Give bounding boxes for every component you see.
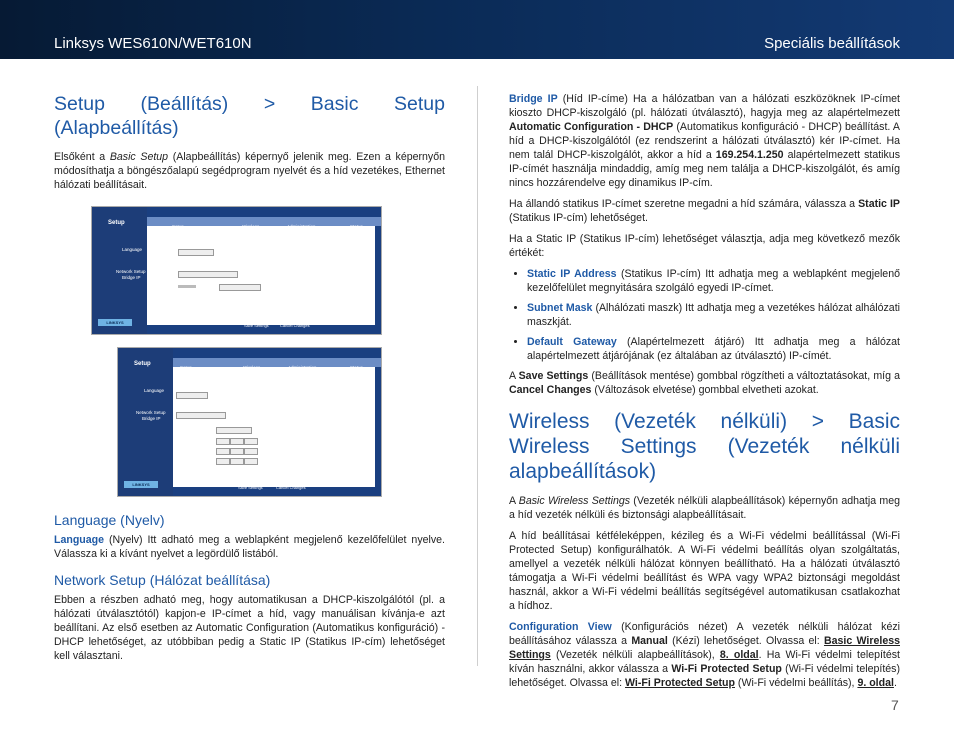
screenshot-basic-setup-static [117, 347, 382, 497]
screenshot-tab-administration: Administration [288, 365, 317, 370]
save-bold: Save Settings [518, 370, 589, 382]
screenshot-right-bar [375, 367, 381, 487]
screenshot-side-language: Language [122, 247, 143, 252]
field-list [509, 267, 900, 363]
screenshot-side-network: Network Setup [136, 410, 166, 415]
screenshot-save-button: Save Settings [238, 485, 263, 490]
screenshot-logo: LINKSYS [124, 481, 158, 488]
header-bar [0, 0, 954, 59]
bridge-text-1: (Híd IP-címe) Ha a hálózatban van a hálózati eszközöknek IP-címet kioszto DHCP-kiszolgáló (pl. hálózati útválasztó), hagyja meg az alapértelmezett [509, 93, 900, 119]
intro-paragraph [54, 150, 445, 192]
left-column [54, 92, 445, 670]
static-bold: Static IP [858, 198, 900, 210]
bridge-bold-1: Automatic Configuration - DHCP [509, 121, 674, 133]
config-text-c: (Kézi) lehetőséget. Olvassa el: [667, 635, 824, 647]
screenshot-title: Setup [108, 220, 125, 226]
bullet-keyword: Static IP Address [527, 268, 617, 280]
w1-text-c: (Vezeték nélküli alapbeállítások) képernyőn adhatja meg a híd vezeték nélküli és biztonsági alapbeállításait. [509, 495, 900, 521]
save-text-a: A [509, 370, 519, 382]
right-column [509, 92, 900, 697]
screenshot-header [173, 348, 381, 358]
screenshot-tab-status: Status [350, 365, 363, 370]
bridge-paragraph [509, 92, 900, 190]
screenshot-field [216, 427, 252, 434]
screenshot-title: Setup [134, 361, 151, 367]
screenshot-right-bar [375, 226, 381, 325]
config-text-e: . Ha Wi-Fi védelmi telepítést kíván használni, akkor válassza a [509, 649, 900, 675]
screenshot-field [244, 458, 258, 465]
screenshot-cancel-button: Cancel Changes [276, 485, 306, 490]
save-text-c: (Beállítások mentése) gombbal rögzítheti a változtatásokat, míg a [588, 370, 900, 382]
save-text-e: (Változások elvetése) gombbal elvetheti azokat. [591, 384, 819, 396]
screenshot-side-bridge: Bridge IP [122, 275, 141, 280]
intro-italic: Basic Setup [109, 151, 169, 163]
static-paragraph-1 [509, 197, 900, 225]
basic-wireless-link[interactable]: Basic Wireless Settings [509, 635, 900, 661]
screenshot-cancel-button: Cancel Changes [280, 323, 310, 328]
screenshot-field [244, 438, 258, 445]
column-divider [477, 86, 478, 666]
wps-bold: Wi-Fi Protected Setup [671, 663, 782, 675]
language-heading: Language (Nyelv) [54, 512, 165, 528]
screenshot-basic-setup-dhcp [91, 206, 382, 335]
config-keyword: Configuration View [509, 621, 612, 633]
screenshot-field [176, 412, 226, 419]
page-number: 7 [891, 697, 899, 713]
screenshot-field [230, 458, 244, 465]
screenshot-side-network: Network Setup [116, 269, 146, 274]
screenshot-tab-wireless: Wireless [242, 224, 260, 229]
wireless-paragraph-1 [509, 494, 900, 522]
screenshot-field [178, 271, 238, 278]
screenshot-field [230, 438, 244, 445]
list-item [527, 301, 900, 329]
screenshot-side-bridge: Bridge IP [142, 416, 161, 421]
cancel-bold: Cancel Changes [509, 384, 592, 396]
section-name: Speciális beállítások [764, 35, 900, 52]
static-text-a: Ha állandó statikus IP-címet szeretne megadni a híd számára, válassza a [509, 198, 859, 210]
screenshot-tab-status: Status [350, 224, 363, 229]
page-title: Setup (Beállítás) > Basic Setup (Alapbeállítás) [54, 93, 445, 139]
screenshot-label [178, 285, 196, 288]
config-text-a: (Konfigurációs nézet) A vezeték nélküli hálózat kézi beállításához válassza a [509, 621, 901, 647]
screenshot-tab-setup: Setup [180, 365, 192, 370]
w1-italic: Basic Wireless Settings [518, 495, 631, 507]
screenshot-field [219, 284, 261, 291]
wireless-title: Wireless (Vezeték nélküli) > Basic Wireless Settings (Vezeték nélküli alapbeállítások) [509, 410, 900, 483]
screenshot-header [147, 207, 381, 217]
wireless-paragraph-2: A híd beállításai kétféleképpen, kézileg és a Wi-Fi védelmi beállítással (Wi-Fi Protected Setup) konfigurálhatók. A Wi-Fi védelmi beállítás olyan szolgáltatás, amellyel a vezeték nélküli hálózat könnyen beállítható. Ha a hálózati útválasztó támogatja a Wi-Fi védelmi beállítást és WPA vagy WPA2 biztonsági megoldást használ, akkor a Wi-Fi védelmi beállítás segítségével automatikusan csatlakozhat a hídhoz. [509, 530, 900, 612]
screenshot-field [216, 448, 230, 455]
screenshot-field [178, 249, 214, 256]
screenshot-field [244, 448, 258, 455]
screenshot-logo: LINKSYS [98, 319, 132, 326]
bullet-text: (Alhálózati maszk) Itt adhatja meg a vezetékes hálózat alhálózati maszkját. [527, 302, 901, 328]
intro-text: Elsőként a [54, 151, 110, 163]
screenshot-tab-wireless: Wireless [243, 365, 261, 370]
bullet-keyword: Default Gateway [527, 336, 617, 348]
intro-text-2: (Alapbeállítás) képernyő jelenik meg. Ezen a képernyőn módosíthatja a böngészőalapú segédprogram nyelvét és a híd vezetékes, Ethernet hálózati beállításait. [54, 151, 445, 191]
list-item [527, 267, 900, 295]
language-paragraph [54, 533, 445, 561]
bullet-keyword: Subnet Mask [527, 302, 593, 314]
manual-bold: Manual [631, 635, 668, 647]
product-name: Linksys WES610N/WET610N [54, 35, 252, 52]
screenshot-save-button: Save Settings [244, 323, 269, 328]
bridge-keyword: Bridge IP [509, 93, 558, 105]
wps-link[interactable]: Wi-Fi Protected Setup [625, 677, 735, 689]
network-paragraph: Ebben a részben adható meg, hogy automatikusan a DHCP-kiszolgálótól (pl. a hálózati útválasztótól) kapjon-e IP-címet a híd, vagy manuálisan kívánja-e azt beállítani. Az első esetben az Automatic Configuration (Automatikus konfiguráció) - DHCP lehetőséget, az utóbbiban pedig a Static IP (Statikus IP-cím) lehetőséget kell választani. [54, 594, 445, 662]
bullet-text: (Alapértelmezett átjáró) Itt adhatja meg a hálózat alapértelmezett átjárójának (ez általában az útválasztó) IP-címét. [527, 336, 900, 362]
static-text-c: (Statikus IP-cím) lehetőséget. [509, 212, 648, 224]
screenshot-side-language: Language [144, 388, 165, 393]
save-paragraph [509, 369, 900, 397]
screenshot-field [216, 458, 230, 465]
config-text-i: . [893, 677, 897, 689]
page-8-link[interactable]: 8. oldal [719, 649, 759, 661]
config-text-h: (Wi-Fi védelmi beállítás), [734, 677, 858, 689]
static-paragraph-2: Ha a Static IP (Statikus IP-cím) lehetőséget választja, adja meg következő mezők értékét: [509, 233, 900, 259]
w1-text-a: A [509, 495, 519, 507]
screenshot-tab-setup: Setup [172, 224, 184, 229]
bridge-text-3: alapértelmezett statikus IP-címét használja mindaddig, amíg meg nem találja a DHCP-kiszolgálót, és amíg nincs hozzárendelve egy dinamikus IP-cím. [509, 149, 900, 189]
network-heading: Network Setup (Hálózat beállítása) [54, 572, 271, 588]
config-text-g: (Wi-Fi védelmi telepítés) lehetőséget. Olvassa el: [509, 663, 900, 689]
screenshot-field [216, 438, 230, 445]
list-item [527, 335, 900, 363]
language-keyword: Language [54, 534, 105, 546]
screenshot-field [176, 392, 208, 399]
screenshot-field [230, 448, 244, 455]
page-9-link[interactable]: 9. oldal [857, 677, 894, 689]
config-view-paragraph [509, 620, 900, 690]
screenshot-tab-administration: Administration [287, 224, 316, 229]
bridge-bold-2: 169.254.1.250 [715, 149, 784, 161]
bridge-text-2: (Automatikus konfiguráció - DHCP) beállítást. A híd a DHCP-kiszolgálótól (ez rendszerint a hálózati útválasztó) kér IP-címet. Ha nem talál DHCP-kiszolgálót, akkor a híd a [509, 121, 900, 161]
config-text-d: (Vezeték nélküli alapbeállítások), [550, 649, 720, 661]
bullet-text: (Statikus IP-cím) Itt adhatja meg a weblapként megjelenő kezelőfelület megnyitására szolgáló egyedi IP-címet. [527, 268, 900, 294]
language-text: (Nyelv) Itt adható meg a weblapként megjelenő kezelőfelület nyelve. Válassza ki a kívánt nyelvet a legördülő listából. [54, 534, 445, 560]
